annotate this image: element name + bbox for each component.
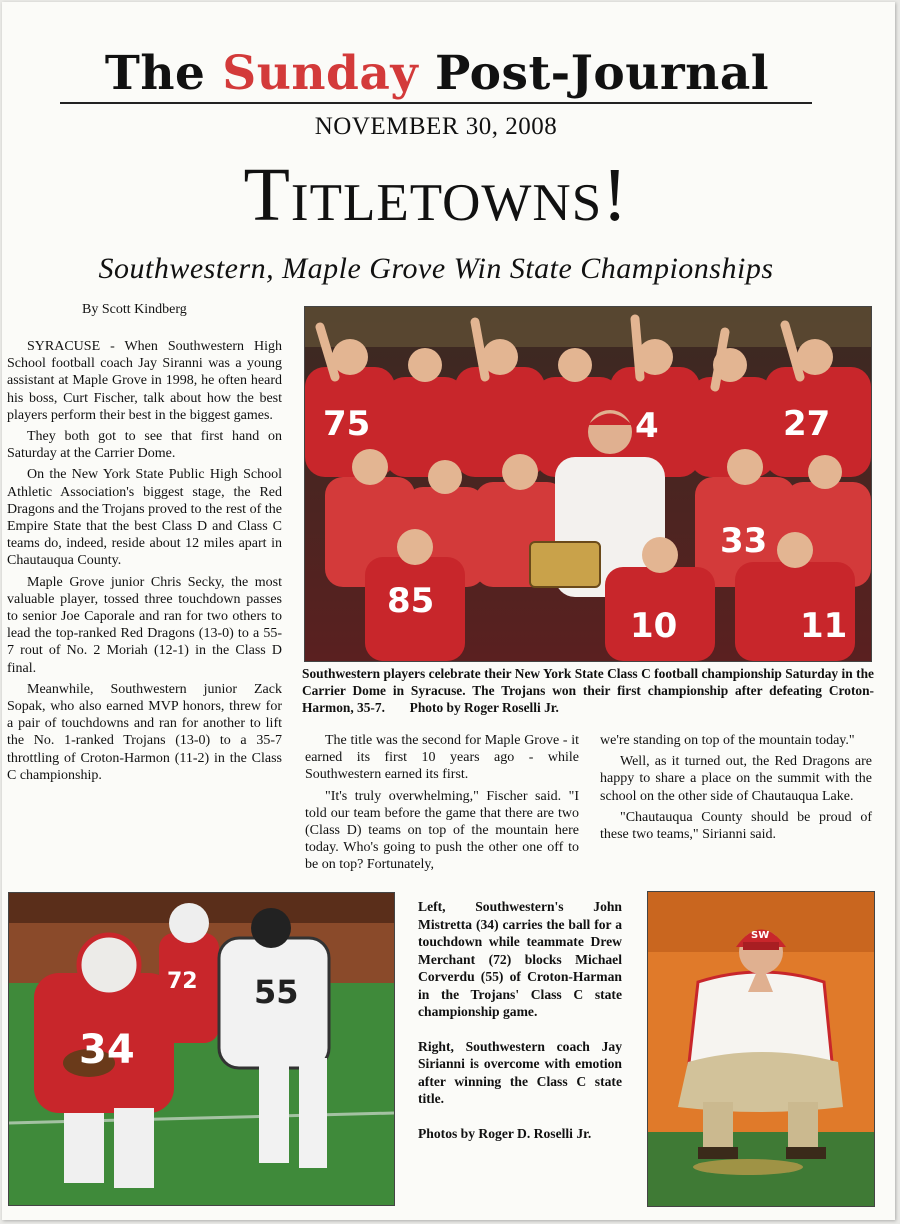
right-photo-caption: Right, Southwestern coach Jay Sirianni is overcome with emotion after winning the Class C state title. [418, 1038, 622, 1106]
main-photo-caption [302, 665, 874, 716]
article-paragraph: On the New York State Public High School Athletic Association's biggest stage, the Red Dragons and the Trojans proved to the rest of the Empire State that the best Class D and Class C teams do, indeed, reside about 12 miles apart in Chautauqua County. [7, 467, 282, 569]
coach-emotion-photo [647, 891, 875, 1207]
byline: By Scott Kindberg [82, 302, 187, 317]
headline: Titletowns! [243, 153, 629, 237]
jersey-number: 10 [630, 606, 678, 646]
jersey-number: 34 [79, 1027, 135, 1073]
masthead-rule [60, 102, 812, 104]
article-paragraph: Well, as it turned out, the Red Dragons are happy to share a place on the summit with the school on the other side of Chautauqua Lake. [600, 754, 872, 804]
touchdown-run-illustration [9, 893, 394, 1205]
masthead-post-journal: Post-Journal [418, 46, 770, 101]
touchdown-run-photo [8, 892, 395, 1206]
side-photo-credit: Photos by Roger D. Roselli Jr. [418, 1125, 592, 1141]
cap-logo: SW [751, 930, 770, 941]
article-paragraph: SYRACUSE - When Southwestern High School football coach Jay Siranni was a young assistant at Maple Grove in 1998, he often heard his boss, Curt Fischer, talk about how the best players perform their best in the biggest games. [7, 339, 282, 423]
jersey-number: 11 [800, 606, 848, 646]
article-column-3 [600, 732, 872, 847]
jersey-number: 33 [720, 521, 768, 561]
article-paragraph: Meanwhile, Southwestern junior Zack Sopak, who also earned MVP honors, threw for a pair of touchdowns and ran for another to lift the No. 1-ranked Trojans (13-0) to a 35-7 throttling of Croton-Harmon (11-2) in the Class C championship. [7, 681, 282, 783]
jersey-number: 85 [387, 581, 435, 621]
article-paragraph: "It's truly overwhelming," Fischer said. "I told our team before the game that there are two (Class D) teams on top of the mountain here today. Who's going to push the other one off to be on top? Fortunately, [305, 788, 579, 873]
article-paragraph: The title was the second for Maple Grove - it earned its first 10 years ago - while Southwestern earned its first. [305, 733, 579, 783]
main-photo-credit: Photo by Roger Roselli Jr. [409, 700, 559, 715]
jersey-number: 4 [635, 406, 659, 446]
jersey-number: 72 [167, 969, 198, 994]
subheadline: Southwestern, Maple Grove Win State Championships [98, 252, 774, 285]
left-photo-caption: Left, Southwestern's John Mistretta (34) carries the ball for a touchdown while teammate Drew Merchant (72) blocks Michael Corverdu (55) of Croton-Harman in the Trojans' Class C state championship game. [418, 899, 622, 1019]
masthead [62, 44, 812, 104]
article-paragraph: we're standing on top of the mountain today." [600, 733, 855, 748]
jersey-number: 55 [254, 973, 299, 1011]
masthead-sunday: Sunday [222, 46, 419, 101]
article-paragraph: Maple Grove junior Chris Secky, the most valuable player, tossed three touchdown passes to senior Joe Caporale and ran for two others to lead the top-ranked Red Dragons (13-0) to a 55-7 rout of No. 2 Moriah (12-1) in the Class D final. [7, 574, 282, 676]
jersey-number: 27 [783, 404, 831, 444]
main-caption-text: Southwestern players celebrate their New York State Class C football championship Saturday in the Carrier Dome in Syracuse. The Trojans won their first championship after defeating Croton-Harmon, 35-7. [302, 666, 874, 715]
newspaper-page [2, 2, 895, 1220]
issue-date: NOVEMBER 30, 2008 [314, 113, 558, 140]
article-column-2 [305, 732, 579, 878]
team-celebration-illustration [305, 307, 871, 661]
article-paragraph: They both got to see that first hand on Saturday at the Carrier Dome. [7, 429, 282, 462]
coach-emotion-illustration [648, 892, 874, 1206]
side-photo-captions [418, 898, 622, 1159]
jersey-number: 75 [323, 404, 371, 444]
article-paragraph: "Chautauqua County should be proud of these two teams," Sirianni said. [600, 809, 872, 843]
article-column-1 [7, 338, 282, 788]
team-celebration-photo [304, 306, 872, 662]
masthead-the: The [104, 46, 223, 101]
